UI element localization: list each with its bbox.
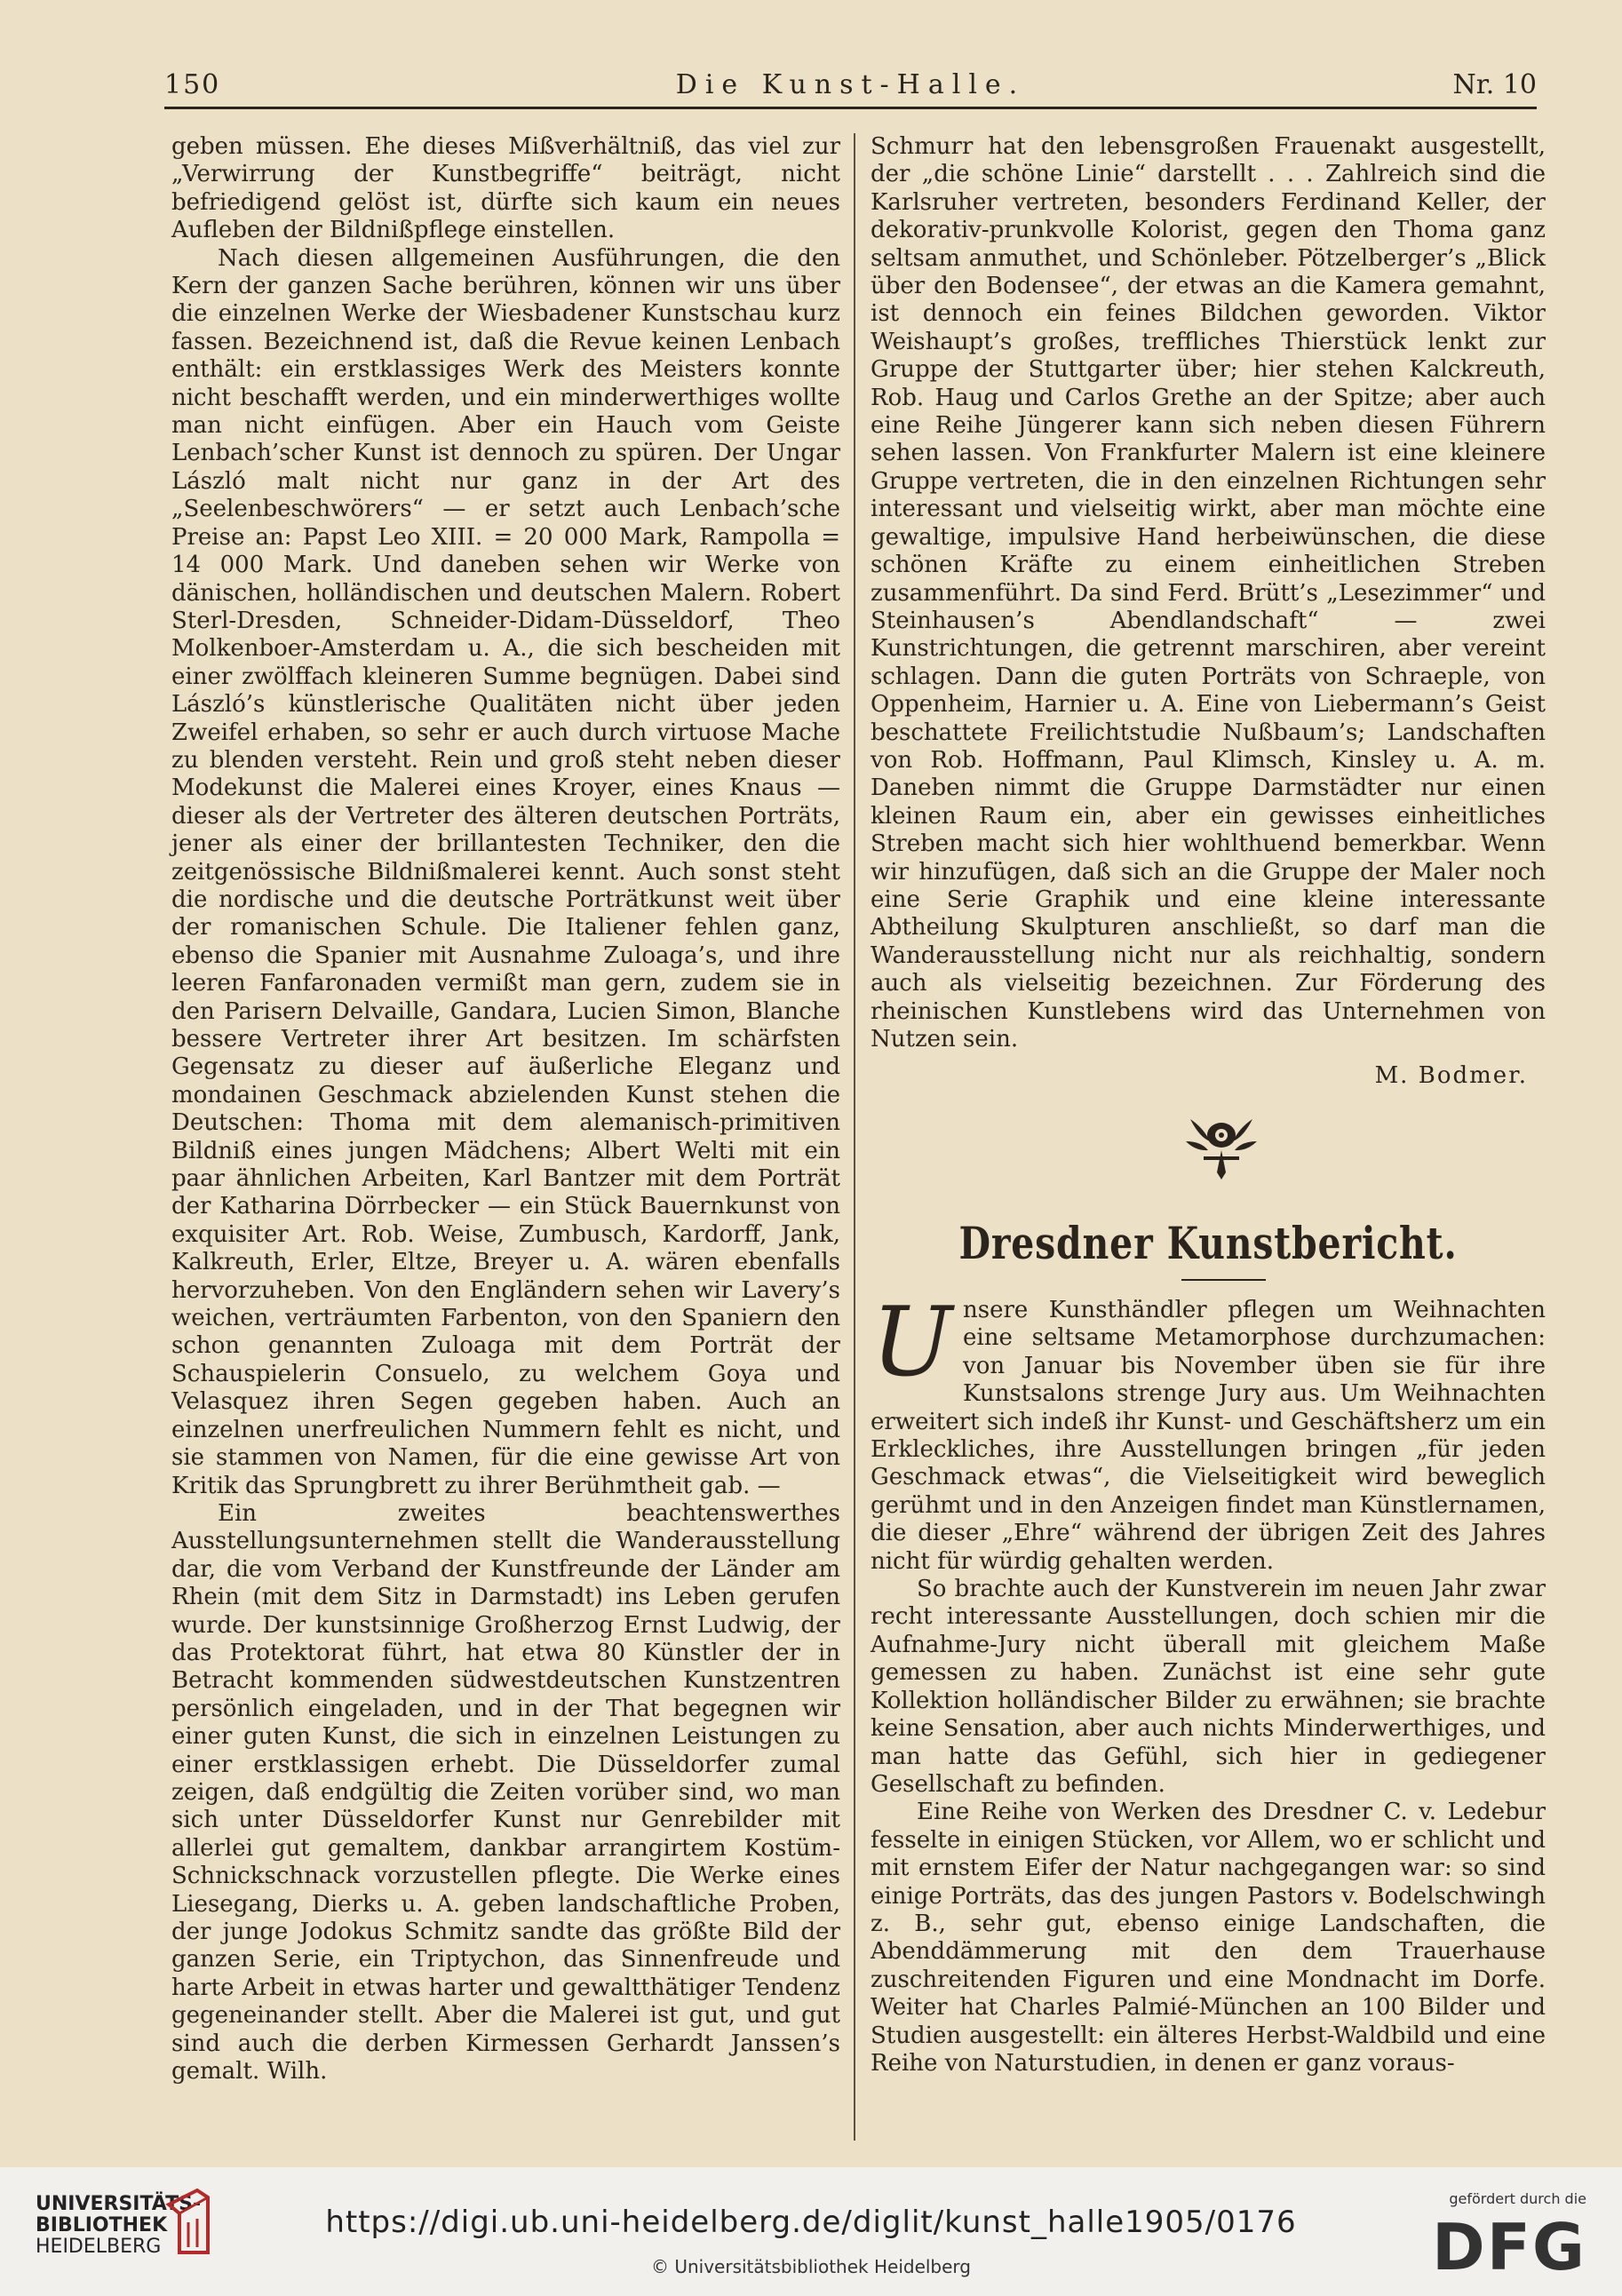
paragraph: Eine Reihe von Werken des Dresdner C. v. Ledebur fesselte in einigen Stücken, vor Allem, wo er schlicht und mit ernstem Eifer der Natur nachgegangen war: so sind einige Porträts, das des jungen Pastors v. Bodelschwingh z. B., sehr gut, ebenso einige Landschaften, die Abenddämmerung mit den dem Trauerhause zuschreitenden Figuren und eine Mondnacht im Dorfe. Weiter hat Charles Palmié-München an 100 Bilder und Studien ausgestellt: ein älteres Herbst-Waldbild und eine Reihe von Naturstudien, in denen er ganz voraus- <box>871 1799 1546 2077</box>
page-header <box>164 64 1537 110</box>
header-rule <box>164 107 1537 109</box>
dropcap-letter: U <box>871 1287 953 1398</box>
paragraph: Nach diesen allgemeinen Ausführungen, die den Kern der ganzen Sache berühren, können wir uns über die einzelnen Werke der Wiesbadener Kunstschau kurz fassen. Bezeichnend ist, daß die Revue keinen Lenbach enthält: ein erstklassiges Werk des Meisters konnte nicht beschafft werden, und ein minderwerthiges wollte man nicht einfügen. Aber ein Hauch vom Geiste Lenbach’scher Kunst ist dennoch zu spüren. Der Ungar László malt nicht nur ganz in der Art des „Seelenbeschwörers“ — er setzt auch Lenbach’sche Preise an: Papst Leo XIII. = 20 000 Mark, Rampolla = 14 000 Mark. Und daneben sehen wir Werke von dänischen, holländischen und deutschen Malern. Robert Sterl-Dresden, Schneider-Didam-Düsseldorf, Theo Molkenboer-Amsterdam u. A., die sich bescheiden mit einer zwölffach kleineren Summe begnügen. Dabei sind László’s künstlerische Qualitäten nicht über jeden Zweifel erhaben, so sehr er auch durch virtuose Mache zu blenden versteht. Rein und groß steht neben dieser Modekunst die Malerei eines Kroyer, eines Knaus — dieser als der Vertreter des älteren deutschen Porträts, jener als einer der brillantesten Techniker, den die zeitgenössische Bildnißmalerei kennt. Auch sonst steht die nordische und die deutsche Porträtkunst weit über der romanischen Schule. Die Italiener fehlen ganz, ebenso die Spanier mit Ausnahme Zuloaga’s, und ihre leeren Fanfaronaden vermißt man gern, zudem sie in den Parisern Delvaille, Gandara, Lucien Simon, Blanche bessere Vertreter ihrer Art besitzen. Im schärfsten Gegensatz zu dieser auf äußerliche Eleganz und mondainen Geschmack abzielenden Kunst stehen die Deutschen: Thoma mit dem alemanisch-primitiven Bildniß eines jungen Mädchens; Albert Welti mit ein paar ähnlichen Arbeiten, Karl Bantzer mit dem Porträt der Katharina Dörrbecker — ein Stück Bauernkunst von exquisiter Art. Rob. Weise, Zumbusch, Kardorff, Jank, Kalkreuth, Erler, Eltze, Breyer u. A. wären ebenfalls hervorzuheben. Von den Engländern sehen wir Lavery’s weichen, verträumten Farbenton, von den Spaniern den schon genannten Zuloaga mit dem Porträt der Schauspielerin Consuelo, zu welchem Goya und Velasquez ihren Segen gegeben haben. Auch an einzelnen unerfreulichen Nummern fehlt es nicht, und sie stammen von Namen, für die eine gewisse Art von Kritik das Sprungbrett zu ihrer Berühmtheit gab. — <box>171 244 840 1499</box>
floral-ornament-icon <box>1181 1101 1261 1181</box>
funding-label: gefördert durch die <box>1449 2190 1586 2207</box>
page-number: 150 <box>164 69 221 100</box>
paragraph: nsere Kunsthändler pflegen um Weihnachten eine seltsame Metamorphose durchzumachen: von Januar bis November üben sie für ihre Kunstsalons strenge Jury aus. Um Weihnachten erweitert sich indeß ihr Kunst- und Geschäftsherz um ein Erkleckliches, ihre Ausstellungen bringen „für jeden Geschmack etwas“, die Vielseitigkeit wird beweglich gerühmt und in den Anzeigen findet man Künstlernamen, die dieser „Ehre“ während der übrigen Zeit des Jahres nicht für würdig gehalten werden. <box>871 1297 1546 1575</box>
right-column-lower <box>871 1287 1546 2078</box>
right-column-upper <box>871 133 1546 1091</box>
section-title: Dresdner Kunstbericht. <box>958 1217 1458 1269</box>
paragraph: Schmurr hat den lebensgroßen Frauenakt ausgestellt, der „die schöne Linie“ darstellt . . . Zahlreich sind die Karlsruher vertreten, besonders Ferdinand Keller, der dekorativ-prunkvolle Kolorist, gegen den Thoma ganz seltsam anmuthet, und Schönleber. Pötzelberger’s „Blick über den Bodensee“, der etwas an die Kamera gemahnt, ist dennoch ein feines Bildchen geworden. Viktor Weishaupt’s großes, treffliches Thierstück lenkt zur Gruppe der Stuttgarter über; hier stehen Kalckreuth, Rob. Haug und Carlos Grethe an der Spitze; aber auch eine Reihe Jüngerer kann sich neben diesen Führern sehen lassen. Von Frankfurter Malern ist eine kleinere Gruppe vertreten, die in den einzelnen Richtungen sehr interessant und vielseitig wirkt, aber man möchte eine gewaltige, impulsive Hand herbeiwünschen, die diese schönen Kräfte zu einem einheitlichen Streben zusammenführt. Da sind Ferd. Brütt’s „Lesezimmer“ und Steinhausen’s Abendlandschaft“ — zwei Kunstrichtungen, die getrennt marschiren, aber vereint schlagen. Dann die guten Porträts von Schraeple, von Oppenheim, Harnier u. A. Eine von Liebermann’s Geist beschattete Freilichtstudie Nußbaum’s; Landschaften von Rob. Hoffmann, Paul Klimsch, Kinsley u. A. m. Daneben nimmt die Gruppe Darmstädter nur einen kleinen Raum ein, aber ein gewisses einheitliches Streben macht sich hier wohlthuend bemerkbar. Wenn wir hinzufügen, daß sich an die Gruppe der Maler noch eine Serie Graphik und eine kleine interessante Abtheilung Skulpturen anschließt, so darf man die Wanderausstellung nicht nur als reichhaltig, sondern auch als vielseitig bezeichnen. Zur Förderung des rheinischen Kunstlebens wird das Unternehmen von Nutzen sein. <box>871 133 1546 1053</box>
paragraph: Ein zweites beachtenswerthes Ausstellungsunternehmen stellt die Wanderausstellung dar, die vom Verband der Kunstfreunde der Länder am Rhein (mit dem Sitz in Darmstadt) ins Leben gerufen wurde. Der kunstsinnige Großherzog Ernst Ludwig, der das Protektorat führt, hat etwa 80 Künstler der in Betracht kommenden südwestdeutschen Kunstzentren persönlich eingeladen, und in der That begegnen wir einer guten Kunst, die sich in einzelnen Leistungen zu einer erstklassigen erhebt. Die Düsseldorfer zumal zeigen, daß endgültig die Zeiten vorüber sind, wo man sich unter Düsseldorfer Kunst nur Genrebilder mit allerlei gut gemaltem, dankbar arrangirtem Kostüm-Schnickschnack vorzustellen pflegte. Die Werke eines Liesegang, Dierks u. A. geben landschaftliche Proben, der junge Jodokus Schmitz sandte das größte Bild der ganzen Serie, ein Triptychon, das Sinnenfreude und harte Arbeit in etwas harter und gewaltthätiger Tendenz gegeneinander stellt. Aber die Malerei ist gut, und gut sind auch die derben Kirmessen Gerhardt Janssen’s gemalt. Wilh. <box>171 1499 840 2085</box>
column-divider <box>854 133 855 2141</box>
paragraph: So brachte auch der Kunstverein im neuen Jahr zwar recht interessante Ausstellungen, doch schien mir die Aufnahme-Jury nicht überall mit gleichem Maße gemessen zu haben. Zunächst ist eine sehr gute Kollektion holländischer Bilder zu erwähnen; sie brachte keine Sensation, aber auch nichts Minderwerthiges, und man hatte das Gefühl, sich hier in gediegener Gesellschaft zu befinden. <box>871 1576 1546 1798</box>
title-rule <box>1181 1279 1266 1281</box>
paragraph: geben müssen. Ehe dieses Mißverhältniß, das viel zur „Verwirrung der Kunstbegriffe“ beiträgt, nicht befriedigend gelöst ist, dürfte sich kaum ein neues Aufleben der Bildnißpflege einstellen. <box>171 133 840 244</box>
journal-title: Die Kunst-Halle. <box>675 69 1026 100</box>
author-signature: M. Bodmer. <box>1374 1062 1528 1090</box>
dfg-logo[interactable]: DFG <box>1431 2210 1586 2284</box>
copyright-notice: © Universitätsbibliothek Heidelberg <box>650 2256 971 2277</box>
permalink-url[interactable]: https://digi.ub.uni-heidelberg.de/diglit/kunst_halle1905/0176 <box>325 2205 1297 2240</box>
left-column <box>171 133 840 2085</box>
library-name: UNIVERSITÄTS- BIBLIOTHEK HEIDELBERG <box>36 2193 202 2258</box>
issue-number: Nr. 10 <box>1452 69 1537 100</box>
